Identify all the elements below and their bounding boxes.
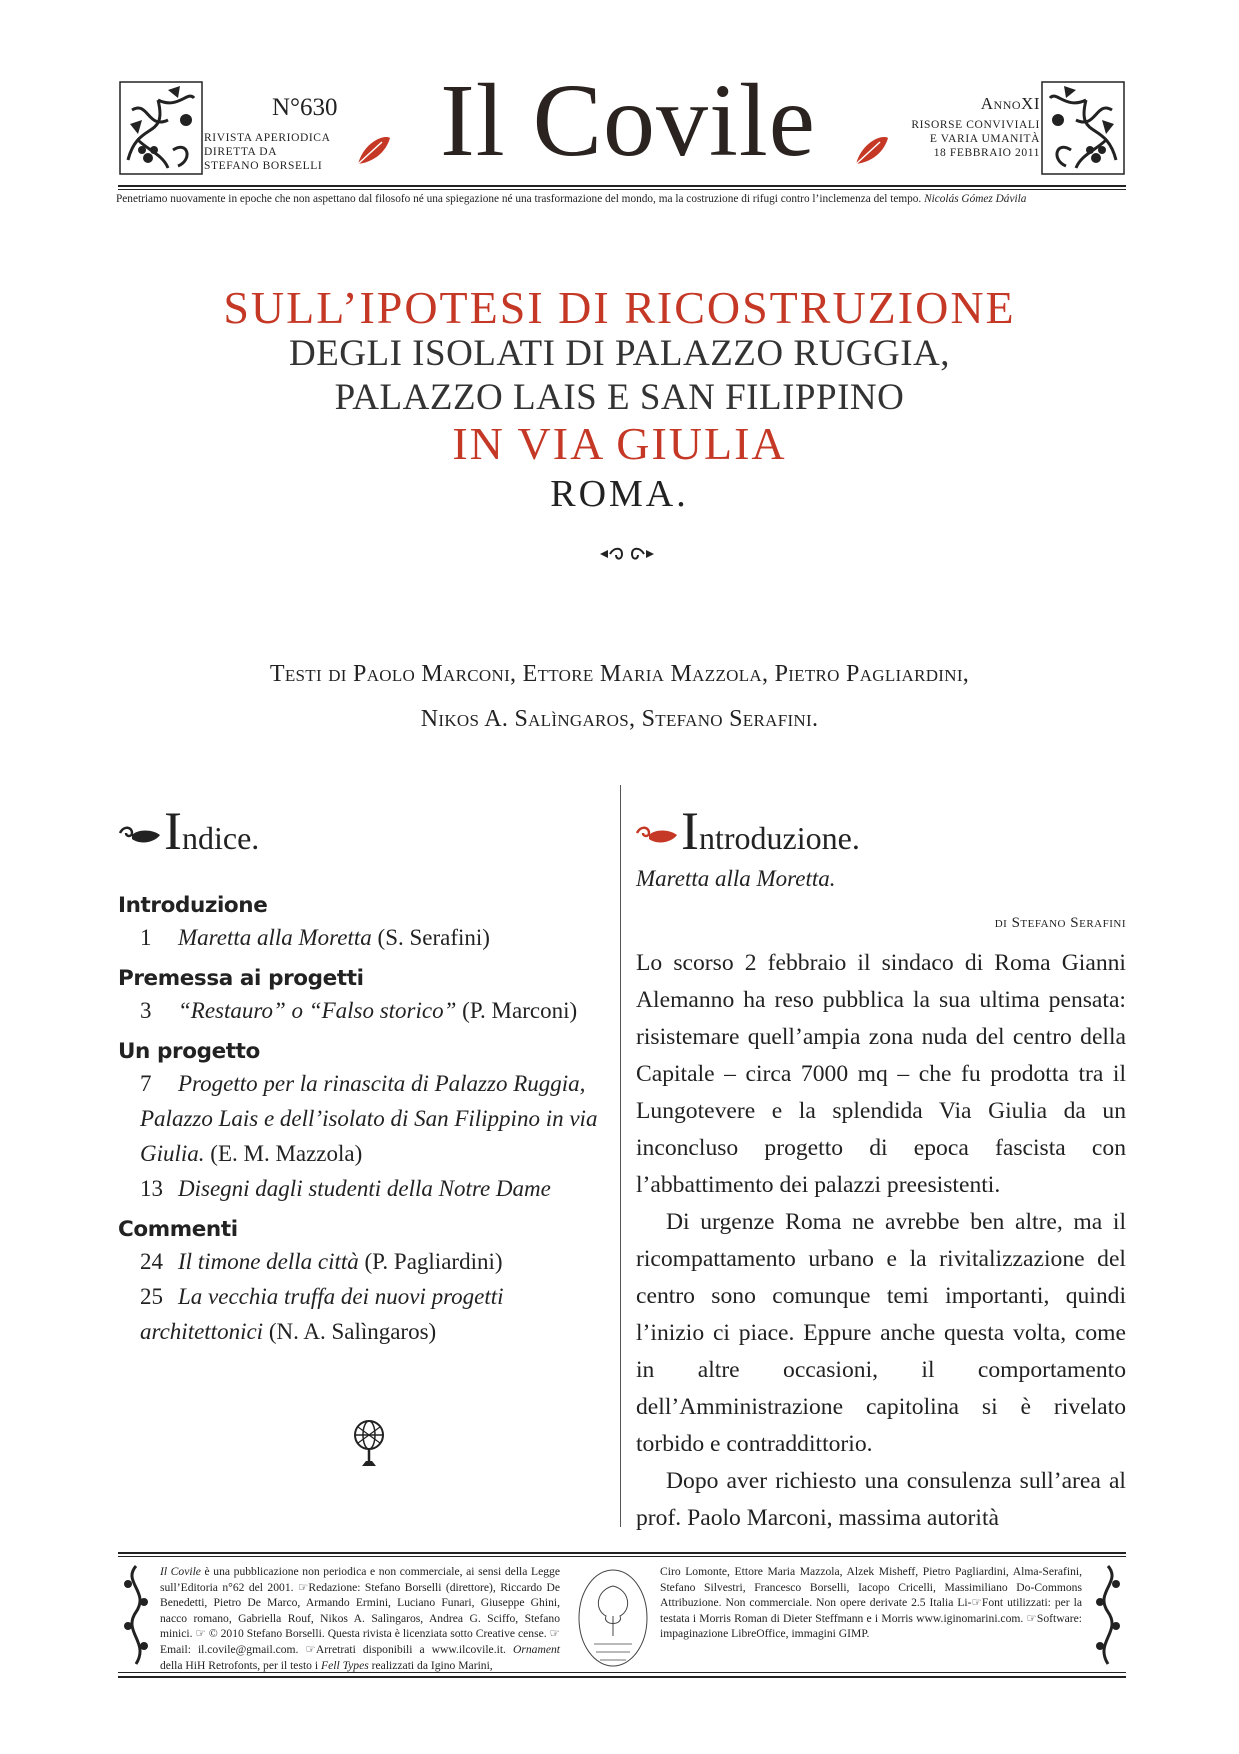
- masthead-rule: [118, 185, 1126, 187]
- masthead-left-lines: [204, 131, 374, 173]
- hand-pointer-icon: [635, 821, 679, 851]
- toc-item[interactable]: [118, 920, 606, 955]
- vine-ornament-icon: [118, 80, 204, 176]
- toc-item[interactable]: [118, 1279, 606, 1349]
- index-heading: [118, 800, 259, 862]
- masthead-rule: [118, 189, 1126, 190]
- toc-item-author: (P. Marconi): [456, 998, 578, 1023]
- intro-heading: [635, 800, 860, 862]
- footer-rule: [118, 1676, 1126, 1678]
- toc-item[interactable]: [118, 1244, 606, 1279]
- colophon-right: Ciro Lomonte, Ettore Maria Mazzola, Alzek Misheff, Pietro Pagliardini, Alma-Serafini, Stefano Silvestri, Francesco Borselli, Iacopo Cricelli, Massimiliano Do-Commons Attribuzione. Non commerciale. Non opere derivate 2.5 Italia Li-☞Font utilizzati: per la testata i Morris Roman di Dieter Steffmann e i Morris www.iginomarini.com. ☞Software: impaginazione LibreOffice, immagini GIMP.: [660, 1565, 1082, 1641]
- authors: [0, 652, 1239, 742]
- index-heading-rest: ndice.: [181, 820, 260, 856]
- anno-value: XI: [1021, 94, 1040, 113]
- body-paragraph: Di urgenze Roma ne avrebbe ben altre, ma il ricompattamento urbano e la rivitalizzazione del centro sono comunque temi importanti, quindi l’inizio ci piace. Eppure anche questa volta, come in altre occasioni, il comportamento dell’Amministrazione capitolina si è rivelato torbido e contraddittorio.: [636, 1209, 1126, 1457]
- toc-page-number: 7: [140, 1071, 152, 1096]
- toc-group: [118, 1216, 606, 1349]
- toc-item-title: Progetto per la rinascita di Palazzo Ruggia, Palazzo Lais e dell’isolato di San Filippino in via Giulia.: [140, 1071, 598, 1166]
- toc-group: [118, 892, 606, 955]
- title-line: IN VIA GIULIA: [452, 418, 787, 469]
- colophon-text: della HiH Retrofonts, per il testo i: [160, 1658, 321, 1672]
- motto-text: Penetriamo nuovamente in epoche che non aspettano dal filosofo né una spiegazione né una trasformazione del mondo, ma la costruzione di rifugi contro l’inclemenza del tempo.: [116, 193, 922, 205]
- toc-item-title: Maretta alla Moretta: [178, 925, 372, 950]
- toc-item[interactable]: [118, 993, 606, 1028]
- vine-ornament-icon: [1040, 80, 1126, 176]
- toc-group-title: Un progetto: [118, 1039, 260, 1064]
- masthead-right-line: E VARIA UMANITÀ: [929, 133, 1040, 145]
- fleuron-icon: [598, 545, 656, 563]
- footer-rule: [118, 1552, 1126, 1554]
- title-line: DEGLI ISOLATI DI PALAZZO RUGGIA,: [288, 333, 951, 374]
- vine-ornament-icon: [1090, 1562, 1126, 1668]
- toc-group: [118, 1038, 606, 1206]
- toc-item-author: (E. M. Mazzola): [204, 1141, 363, 1166]
- colophon: [118, 1552, 1126, 1682]
- toc-group-title: Commenti: [118, 1217, 238, 1242]
- column-divider: [620, 785, 621, 1527]
- anno-label: [890, 94, 1040, 114]
- motto-author: Nicolás Gómez Dávila: [924, 193, 1027, 205]
- toc-item-title: Il timone della città: [178, 1249, 359, 1274]
- hand-pointer-icon: [118, 821, 162, 851]
- toc-item[interactable]: [118, 1066, 606, 1171]
- colophon-journal: Il Covile: [160, 1565, 201, 1578]
- toc-item-title: Disegni dagli studenti della Notre Dame: [178, 1176, 551, 1201]
- body-paragraph: Dopo aver richiesto una consulenza sull’area al prof. Paolo Marconi, massima autorità: [636, 1468, 1126, 1531]
- journal-title: Il Covile: [440, 63, 816, 178]
- toc-item-title: “Restauro” o “Falso storico”: [178, 998, 457, 1023]
- masthead-right-line: RISORSE CONVIVIALI: [911, 119, 1040, 131]
- anno-word: Anno: [980, 94, 1022, 113]
- intro-heading-rest: ntroduzione.: [698, 820, 860, 856]
- masthead-left-line: STEFANO BORSELLI: [204, 160, 323, 172]
- toc-group-title: Premessa ai progetti: [118, 966, 364, 991]
- masthead-right-info: [890, 94, 1040, 160]
- toc-item[interactable]: [118, 1171, 606, 1206]
- vine-ornament-icon: [118, 1562, 154, 1668]
- toc-group-title: Introduzione: [118, 893, 268, 918]
- authors-line: Testi di Paolo Marconi, Ettore Maria Mazzola, Pietro Pagliardini,: [269, 661, 970, 687]
- colophon-left: [160, 1564, 560, 1673]
- byline: di Stefano Serafini: [994, 915, 1126, 931]
- intro-body: [636, 945, 1126, 1537]
- colophon-font: Ornament: [512, 1642, 560, 1656]
- toc-item-author: (P. Pagliardini): [358, 1249, 503, 1274]
- toc-page-number: 1: [140, 925, 152, 950]
- colophon-font: Fell Types: [321, 1658, 369, 1672]
- footer-rule: [118, 1672, 1126, 1673]
- toc-page-number: 24: [140, 1249, 163, 1274]
- colophon-text: realizzati da Igino Marini,: [368, 1658, 493, 1672]
- seal-icon: [576, 1566, 650, 1670]
- footer-rule: [118, 1556, 1126, 1557]
- intro-heading-initial: I: [681, 801, 699, 861]
- toc-page-number: 13: [140, 1176, 163, 1201]
- motto: [116, 193, 1128, 205]
- colophon-text: è una pubblicazione non periodica e non commerciale, ai sensi della Legge sull’Editoria n°62 del 2001. ☞Redazione: Stefano Borselli (direttore), Riccardo De Benedetti, Pietro De Marco, Armando Ermini, Luciano Funari, Giuseppe Ghini, nacco romano, Gabriella Rouf, Nikos A. Salìngaros, Andrea G. Sciffo, Stefano minici. ☞ © 2010 Stefano Borselli. Questa rivista è licenziata sotto Creative cense. ☞Email: il.covile@gmail.com. ☞Arretrati disponibili a www.ilcovile.it.: [160, 1565, 560, 1656]
- issue-number: N°630: [272, 94, 338, 121]
- table-of-contents: [118, 892, 606, 1359]
- article-title: [0, 284, 1239, 520]
- title-line: ROMA.: [550, 473, 689, 515]
- toc-item-author: (S. Serafini): [371, 925, 490, 950]
- title-line: SULL’IPOTESI DI RICOSTRUZIONE: [223, 282, 1016, 333]
- toc-page-number: 3: [140, 998, 152, 1023]
- masthead-right-lines: [890, 118, 1040, 160]
- title-line: PALAZZO LAIS E SAN FILIPPINO: [334, 377, 905, 418]
- toc-group: [118, 965, 606, 1028]
- toc-item-title: La vecchia truffa dei nuovi progetti architettonici: [140, 1284, 504, 1344]
- leaf-icon: [852, 132, 892, 168]
- masthead: [118, 63, 1126, 180]
- intro-subtitle: Maretta alla Moretta.: [636, 866, 836, 891]
- toc-item-author: (N. A. Salìngaros): [263, 1319, 437, 1344]
- issue-date: 18 FEBBRAIO 2011: [933, 147, 1040, 159]
- masthead-left-line: RIVISTA APERIODICA: [204, 132, 331, 144]
- authors-line: Nikos A. Salìngaros, Stefano Serafini.: [420, 706, 819, 732]
- body-paragraph: Lo scorso 2 febbraio il sindaco di Roma Gianni Alemanno ha reso pubblica la sua ultima pensata: risistemare quell’ampia zona nuda del centro della Capitale – circa 7000 mq – che fu prodotta tra il Lungotevere e la splendida Via Giulia da un inconcluso progetto di epoca fascista con l’abbattimento dei palazzi preesistenti.: [636, 950, 1126, 1198]
- masthead-left-line: DIRETTA DA: [204, 146, 278, 158]
- index-heading-initial: I: [164, 801, 182, 861]
- globe-icon: [352, 1418, 386, 1468]
- toc-page-number: 25: [140, 1284, 163, 1309]
